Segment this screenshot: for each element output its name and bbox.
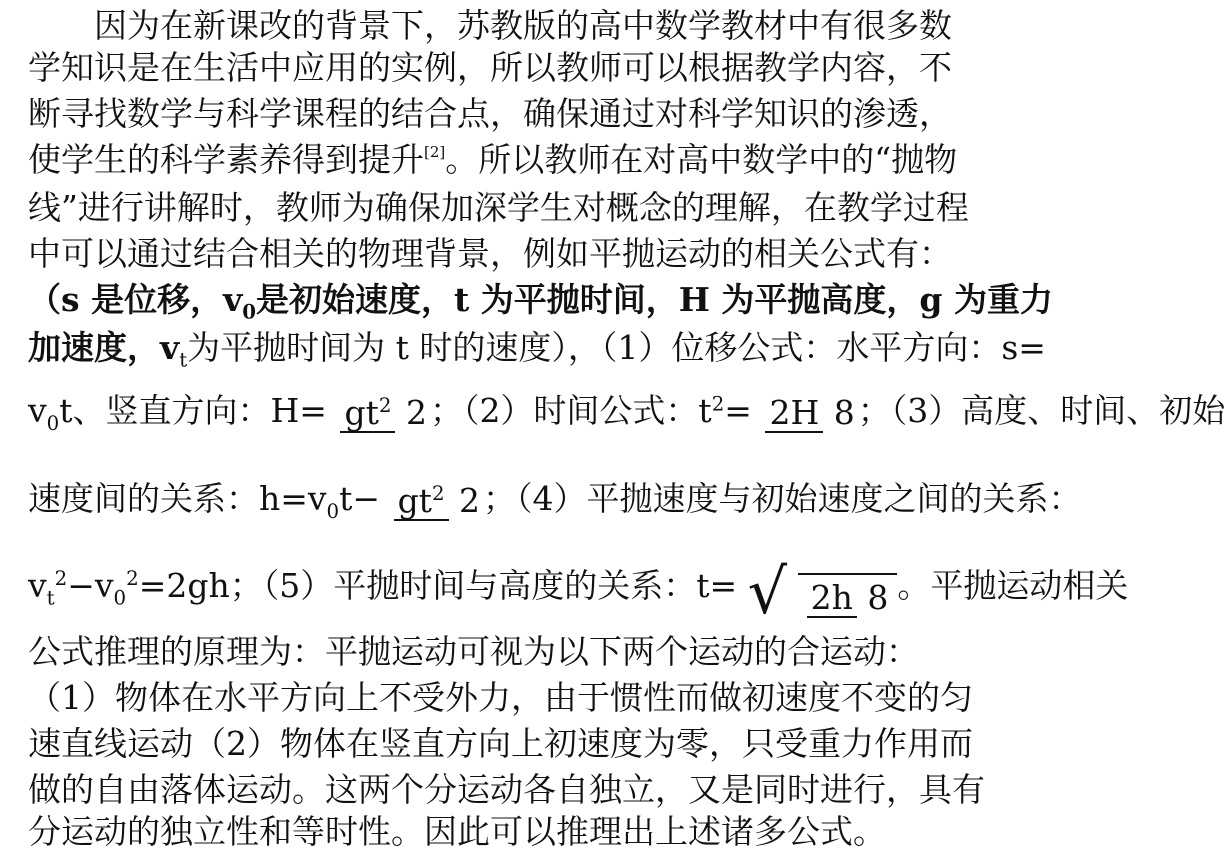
text-run: 公式推理的原理为：平抛运动可视为以下两个运动的合运动： <box>28 631 919 671</box>
text-run: 断寻找数学与科学课程的结合点，确保通过对科学知识的渗透， <box>28 93 952 133</box>
text-run: 做的自由落体运动。这两个分运动各自独立，又是同时进行，具有 <box>28 769 985 809</box>
fraction: 2h 8 <box>807 579 889 618</box>
paragraph-line <box>28 718 973 768</box>
fraction: $gt^2$ 2 <box>340 394 426 433</box>
text-run: （1）物体在水平方向上不受外力，由于惯性而做初速度不变的匀 <box>28 677 973 717</box>
text-run: 分运动的独立性和等时性。因此可以推理出上述诸多公式。 <box>28 811 886 851</box>
text-run: 中可以通过结合相关的物理背景，例如平抛运动的相关公式有： <box>28 233 952 273</box>
formula-run: 速度间的关系：$h=v_0t- gt^2$ 2；（4）平抛速度与初始速度之间的关系： <box>28 479 1082 523</box>
text-run: 学知识是在生活中应用的实例，所以教师可以根据教学内容，不 <box>28 47 952 87</box>
text-run: （s 是位移，$v_0$是初始速度，t 为平抛时间，H 为平抛高度，g 为重力 <box>28 279 1053 324</box>
paragraph-line <box>28 806 940 856</box>
paragraph-line <box>28 322 1046 372</box>
text-run: 加速度，$v_t$为平抛时间为 t 时的速度），（1）位移公式：水平方向：s= <box>28 327 1046 372</box>
text-run: 速直线运动（2）物体在竖直方向上初速度为零，只受重力作用而 <box>28 723 973 763</box>
fraction: $gt^2$ 2 <box>394 482 480 521</box>
text-run: 因为在新课改的背景下，苏教版的高中数学教材中有很多数 <box>94 5 952 45</box>
citation-reference: [2] <box>424 143 446 161</box>
text-run: 线”进行讲解时，教师为确保加深学生对概念的理解，在教学过程 <box>28 187 969 227</box>
formula-run: $v_0t$、竖直方向：$H= gt^2$ 2；（2）时间公式：$t^2= 2H$ 8；（3）高度、时间、初始 <box>28 391 1225 435</box>
paragraph-line <box>28 626 940 676</box>
formula-run: $v_t^2-v_0^2=2gh$；（5）平抛时间与高度的关系：t= √ 2h 8 。平抛运动相关 <box>28 555 1129 629</box>
paragraph-line <box>28 88 952 138</box>
paragraph-line <box>28 42 952 92</box>
paragraph-line <box>28 134 958 184</box>
paragraph-line <box>28 228 952 278</box>
square-root <box>747 555 898 629</box>
formula-line <box>28 378 1225 448</box>
paragraph-line <box>28 672 973 722</box>
text-run: 使学生的科学素养得到提升[2]。所以教师在对高中数学中的“抛物 <box>28 139 958 179</box>
fraction: 2H 8 <box>765 394 854 433</box>
radical-sign: √ <box>747 555 788 629</box>
formula-line <box>28 466 1082 536</box>
paragraph-line <box>28 182 969 232</box>
paragraph-line <box>28 274 1053 324</box>
formula-line <box>28 552 1129 629</box>
